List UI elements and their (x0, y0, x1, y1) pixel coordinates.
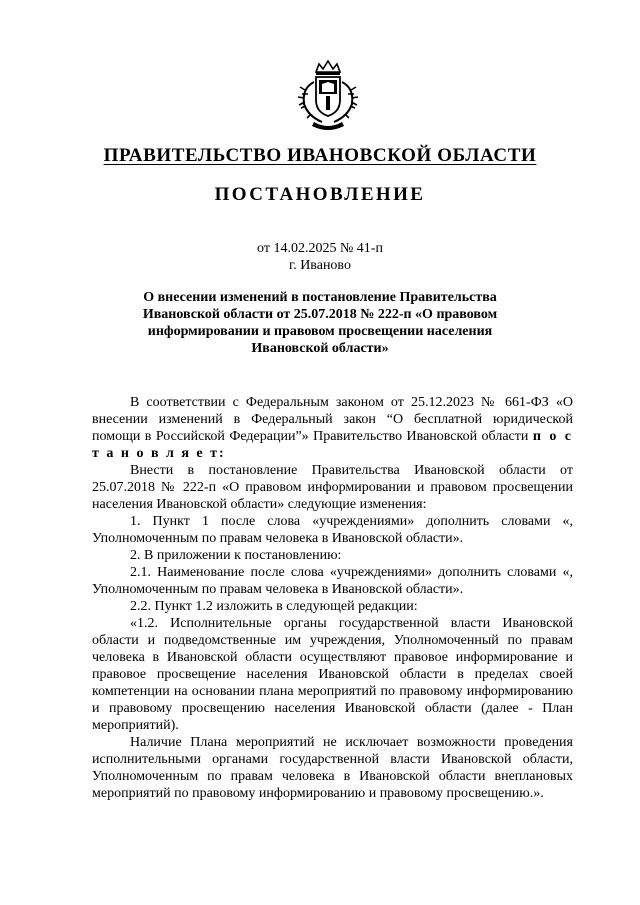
paragraph: 2.2. Пункт 1.2 изложить в следующей редакции: (130, 599, 418, 614)
paragraph: 2.1. Наименование после слова «учреждениями» дополнить словами «, Уполномоченным по правам человека в Ивановской области». (92, 565, 573, 597)
organization-title: ПРАВИТЕЛЬСТВО ИВАНОВСКОЙ ОБЛАСТИ (103, 145, 537, 166)
paragraph: 1. Пункт 1 после слова «учреждениями» дополнить словами «, Уполномоченным по правам человека в Ивановской области». (92, 514, 573, 546)
paragraph-preamble: В соответствии с Федеральным законом от 25.12.2023 № 661-ФЗ «О внесении изменений в Федеральный закон “О бесплатной юридической помощи в Российской Федерации”» Правительство Ивановской области п о с т а н о в л я е т: (92, 395, 573, 461)
date-and-number: от 14.02.2025 № 41-п (257, 241, 383, 256)
coat-of-arms-emblem (292, 58, 364, 132)
document-meta (0, 240, 640, 274)
document-subject: О внесении изменений в постановление Правительства Ивановской области от 25.07.2018 № 222-п «О правовом информировании и правовом просвещении населения Ивановской области» (142, 290, 498, 356)
resolves-word: п о с т а н о в л я е т: (92, 429, 573, 461)
paragraph: «1.2. Исполнительные органы государственной власти Ивановской области и подведомственные им учреждения, Уполномоченный по правам человека в Ивановской области осуществляют правовое информирование и правовое просвещение населения Ивановской области в пределах своей компетенции на основании плана мероприятий по правовому информированию и правовому просвещению населения Ивановской области (далее - План мероприятий). (92, 616, 573, 733)
document-type: ПОСТАНОВЛЕНИЕ (214, 184, 426, 205)
city: г. Иваново (289, 258, 351, 273)
paragraph: Внести в постановление Правительства Ивановской области от 25.07.2018 № 222-п «О правовом информировании и правовом просвещении населения Ивановской области» следующие изменения: (92, 463, 573, 512)
document-body (92, 394, 573, 802)
paragraph: Наличие Плана мероприятий не исключает возможности проведения исполнительными органами государственной власти Ивановской области, Уполномоченным по правам человека в Ивановской области внеплановых мероприятий по правовому информированию и правовому просвещению.». (92, 735, 573, 801)
paragraph: 2. В приложении к постановлению: (130, 548, 342, 563)
